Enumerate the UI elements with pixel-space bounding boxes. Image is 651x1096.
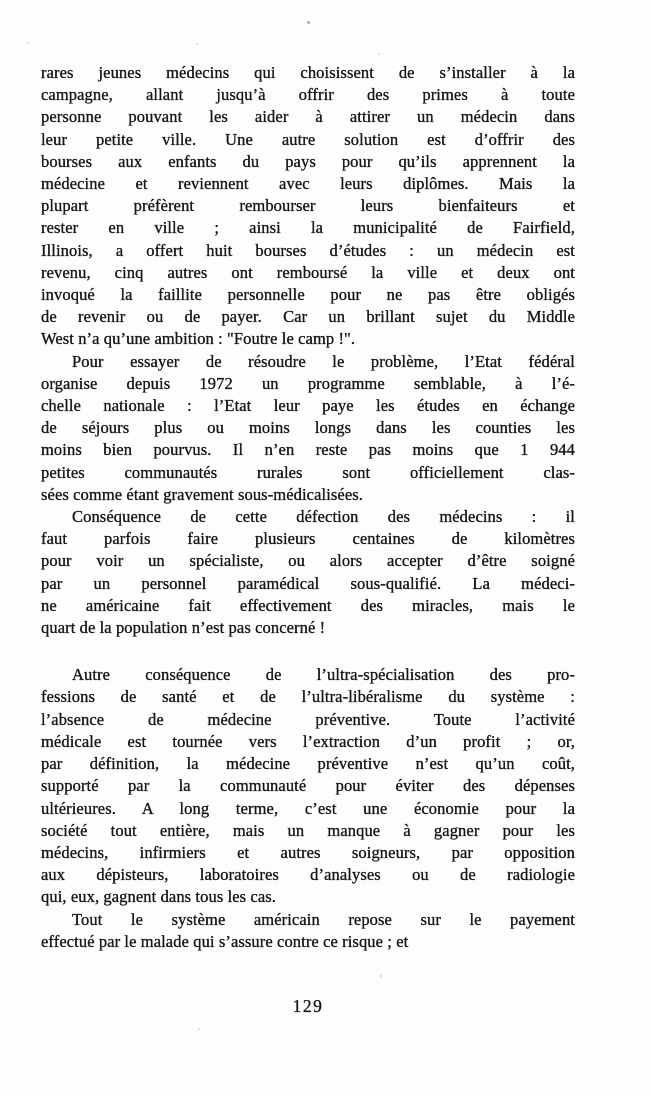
- paragraph: [41, 909, 575, 953]
- text-line: sées comme étant gravement sous-médicalisées.: [41, 484, 364, 504]
- text-line: campagne, allant jusqu’à offrir des primes à toute: [41, 85, 575, 105]
- paragraph: [41, 506, 575, 639]
- text-line: faut parfois faire plusieurs centaines de kilomètres: [41, 529, 575, 549]
- text-line: de séjours plus ou moins longs dans les counties les: [41, 418, 575, 438]
- text-line: médecins, infirmiers et autres soigneurs, par opposition: [41, 842, 575, 862]
- text-line: invoqué la faillite personnelle pour ne pas être obligés: [41, 285, 575, 305]
- text-line: Illinois, a offert huit bourses d’études : un médecin est: [41, 240, 575, 260]
- scan-speck: [27, 42, 29, 44]
- scan-speck: [196, 43, 198, 45]
- text-line: de revenir ou de payer. Car un brillant sujet du Middle: [41, 307, 575, 327]
- text-line: par définition, la médecine préventive n’est qu’un coût,: [41, 754, 575, 774]
- text-line: qui, eux, gagnent dans tous les cas.: [41, 887, 277, 907]
- scan-speck: [378, 53, 380, 55]
- text-line: petites communautés rurales sont officiellement clas-: [41, 462, 575, 482]
- text-line: West n’a qu’une ambition : "Foutre le camp !".: [41, 329, 356, 349]
- text-line: Tout le système américain repose sur le payement: [72, 909, 575, 929]
- scan-speck: [198, 1028, 200, 1030]
- text-line: quart de la population n’est pas concerné !: [41, 618, 326, 638]
- text-line: l’absence de médecine préventive. Toute l’activité: [41, 709, 575, 729]
- text-line: fessions de santé et de l’ultra-libéralisme du système :: [41, 687, 575, 707]
- scan-speck: [307, 21, 310, 24]
- text-line: moins bien pourvus. Il n’en reste pas moins que 1 944: [41, 440, 575, 460]
- scan-speck: [380, 975, 382, 977]
- text-line: ultérieures. A long terme, c’est une économie pour la: [41, 798, 575, 818]
- text-line: médecine et reviennent avec leurs diplômes. Mais la: [41, 174, 575, 194]
- text-line: revenu, cinq autres ont remboursé la ville et deux ont: [41, 262, 575, 282]
- text-line: effectué par le malade qui s’assure contre ce risque ; et: [41, 931, 409, 951]
- text-line: chelle nationale : l’Etat leur paye les études en échange: [41, 396, 575, 416]
- paragraph: [41, 664, 575, 908]
- text-line: bourses aux enfants du pays pour qu’ils apprennent la: [41, 151, 575, 171]
- paragraph: [41, 62, 575, 351]
- text-line: rares jeunes médecins qui choisissent de s’installer à la: [41, 63, 575, 82]
- text-line: par un personnel paramédical sous-qualifié. La médeci-: [41, 573, 575, 593]
- text-line: Autre conséquence de l’ultra-spécialisation des pro-: [72, 665, 575, 685]
- text-line: leur petite ville. Une autre solution est d’offrir des: [41, 129, 575, 149]
- text-line: personne pouvant les aider à attirer un médecin dans: [41, 107, 575, 127]
- text-line: Pour essayer de résoudre le problème, l’Etat fédéral: [72, 351, 575, 371]
- paragraph: [41, 351, 575, 506]
- text-line: pour voir un spécialiste, ou alors accepter d’être soigné: [41, 551, 575, 571]
- text-line: aux dépisteurs, laboratoires d’analyses ou de radiologie: [41, 865, 575, 885]
- text-line: rester en ville ; ainsi la municipalité de Fairfield,: [41, 218, 575, 238]
- page-number: 129: [292, 996, 324, 1016]
- text-line: Conséquence de cette défection des médecins : il: [72, 507, 575, 527]
- text-line: médicale est tournée vers l’extraction d’un profit ; or,: [41, 731, 575, 751]
- text-line: société tout entière, mais un manque à gagner pour les: [41, 820, 575, 840]
- text-line: plupart préfèrent rembourser leurs bienfaiteurs et: [41, 196, 575, 216]
- text-line: ne américaine fait effectivement des miracles, mais le: [41, 595, 575, 615]
- text-line: organise depuis 1972 un programme semblable, à l’é-: [41, 373, 575, 393]
- text-line: supporté par la communauté pour éviter des dépenses: [41, 776, 575, 796]
- text-block: [41, 62, 575, 953]
